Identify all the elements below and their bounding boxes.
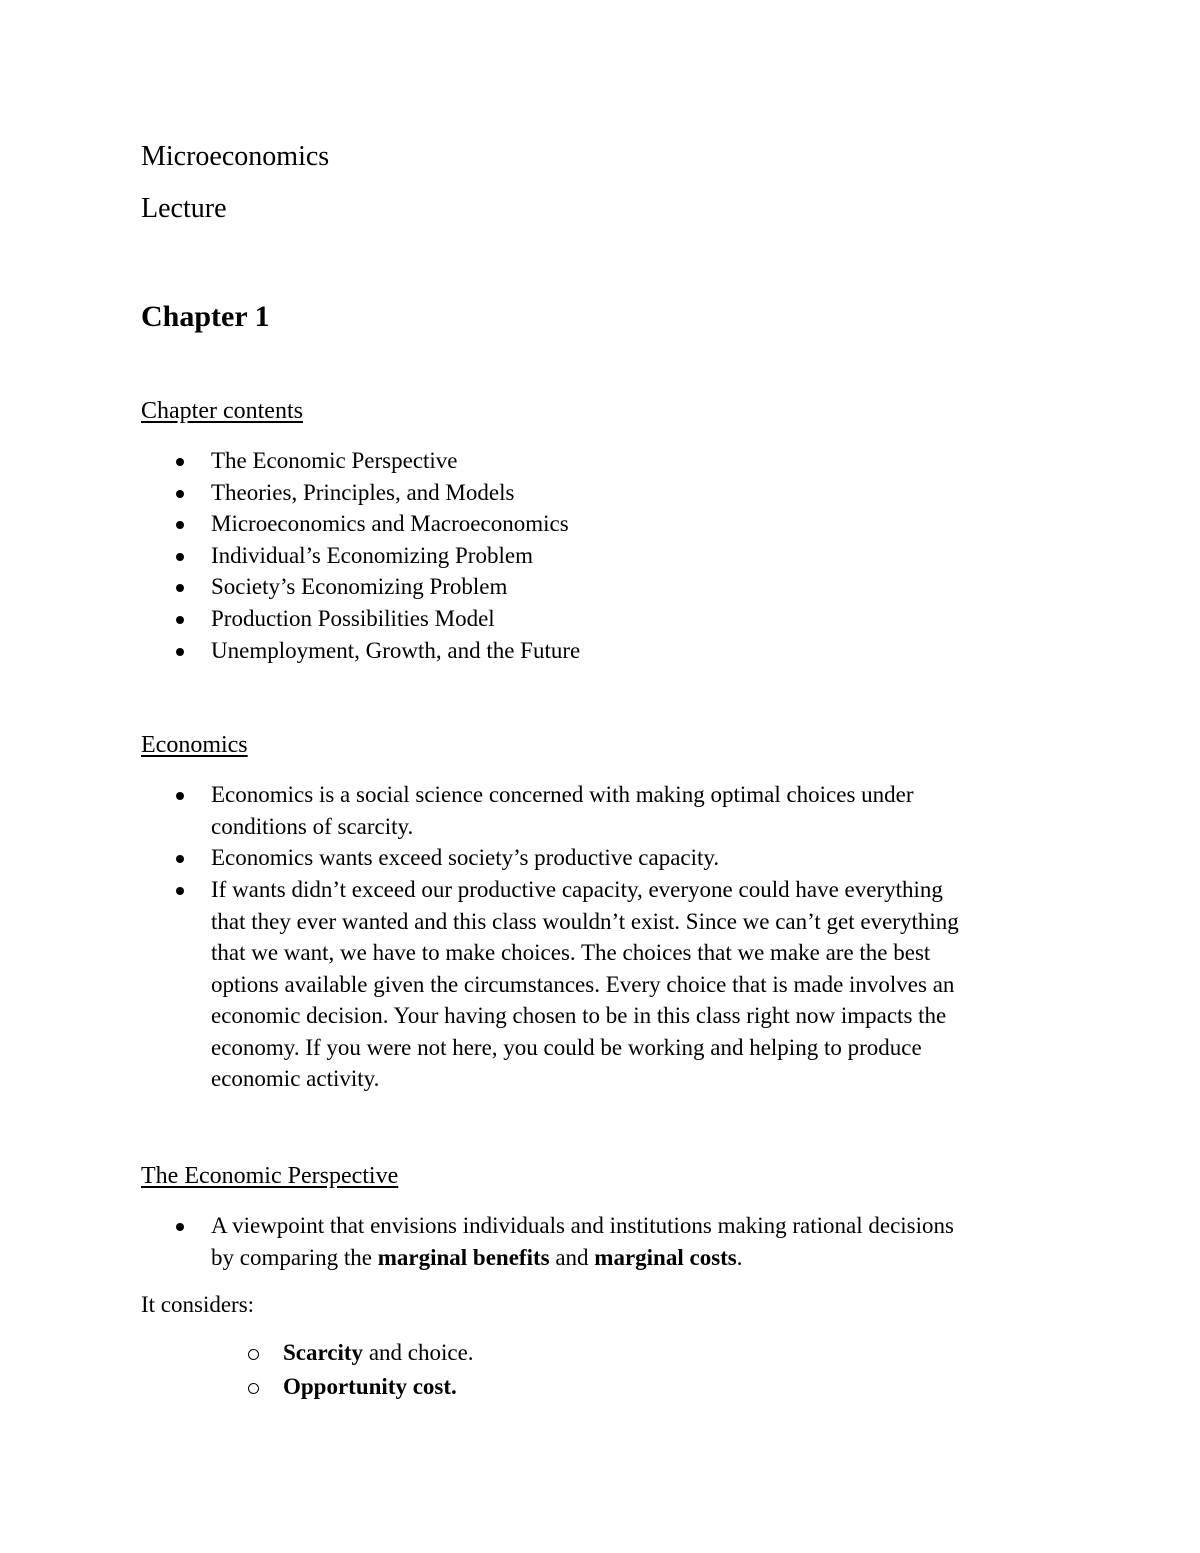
text-run: and: [549, 1245, 595, 1270]
considers-label: It considers:: [141, 1292, 255, 1317]
chapter-heading: Chapter 1: [141, 300, 270, 333]
list-item: Theories, Principles, and Models: [211, 480, 515, 505]
bullet-dot: [176, 855, 184, 863]
doc-title: Microeconomics: [141, 141, 330, 172]
paragraph-line: economic activity.: [211, 1066, 380, 1091]
bullet-dot: [176, 553, 184, 561]
perspective-heading: The Economic Perspective: [141, 1163, 399, 1189]
bullet-dot: [176, 584, 184, 592]
bullet-dot: [176, 521, 184, 529]
list-item: Individual’s Economizing Problem: [211, 543, 533, 568]
sublist-item: [283, 1374, 457, 1400]
contents-heading: Chapter contents: [141, 398, 303, 424]
paragraph-line: economy. If you were not here, you could be working and helping to produce: [211, 1035, 922, 1060]
bold-term: Scarcity: [283, 1340, 364, 1365]
bold-term: Opportunity cost.: [283, 1374, 457, 1399]
bullet-dot: [176, 616, 184, 624]
list-item: Production Possibilities Model: [211, 606, 495, 631]
paragraph-line: A viewpoint that envisions individuals and institutions making rational decisions: [211, 1213, 954, 1238]
bullet-dot: [176, 490, 184, 498]
bullet-dot: [176, 648, 184, 656]
list-item: Society’s Economizing Problem: [211, 574, 508, 599]
list-item: Unemployment, Growth, and the Future: [211, 638, 581, 663]
paragraph-line: that we want, we have to make choices. The choices that we make are the best: [211, 940, 931, 965]
bold-term: marginal costs: [594, 1245, 737, 1270]
paragraph-line: Economics is a social science concerned with making optimal choices under: [211, 782, 914, 807]
paragraph-line: options available given the circumstances. Every choice that is made involves an: [211, 972, 955, 997]
hollow-bullet: [248, 1383, 259, 1394]
bullet-dot: [176, 792, 184, 800]
paragraph-line: economic decision. Your having chosen to be in this class right now impacts the: [211, 1003, 947, 1028]
sublist-item: [283, 1340, 474, 1366]
list-item: The Economic Perspective: [211, 448, 458, 473]
text-run: .: [736, 1245, 743, 1270]
paragraph-line: If wants didn’t exceed our productive capacity, everyone could have everything: [211, 877, 943, 902]
bold-term: marginal benefits: [377, 1245, 550, 1270]
doc-subtitle: Lecture: [141, 193, 227, 224]
bullet-dot: [176, 1223, 184, 1231]
paragraph-line: that they ever wanted and this class wouldn’t exist. Since we can’t get everything: [211, 909, 959, 934]
paragraph-line: conditions of scarcity.: [211, 814, 414, 839]
list-item: Microeconomics and Macroeconomics: [211, 511, 569, 536]
hollow-bullet: [248, 1349, 259, 1360]
paragraph-line: Economics wants exceed society’s productive capacity.: [211, 845, 720, 870]
economics-heading: Economics: [141, 732, 248, 758]
paragraph-line: [211, 1245, 743, 1271]
bullet-dot: [176, 458, 184, 466]
text-run: by comparing the: [211, 1245, 378, 1270]
bullet-dot: [176, 887, 184, 895]
text-run: and choice.: [363, 1340, 474, 1365]
